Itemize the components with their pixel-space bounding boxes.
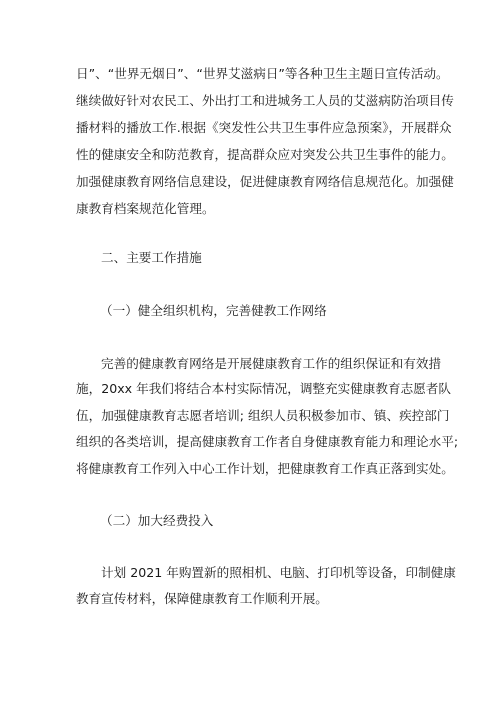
paragraph-line: 伍，加强健康教育志愿者培训; 组织人员积极参加市、镇、疾控部门: [76, 408, 450, 423]
paragraph-line: 施，20xx 年我们将结合本村实际情况，调整充实健康教育志愿者队: [76, 381, 451, 396]
paragraph-line: 将健康教育工作列入中心工作计划，把健康教育工作真正落到实处。: [76, 461, 454, 476]
paragraph-line: 播材料的播放工作.根据《突发性公共卫生事件应急预案》，开展群众: [76, 120, 452, 135]
subsection-heading: （二）加大经费投入: [100, 513, 214, 528]
paragraph-line: 加强健康教育网络信息建设，促进健康教育网络信息规范化。加强健: [76, 174, 454, 189]
paragraph-line: 继续做好针对农民工、外出打工和进城务工人员的艾滋病防治项目传: [76, 93, 454, 108]
paragraph-line: 日”、“世界无烟日”、“世界艾滋病日”等各种卫生主题日宣传活动。: [76, 66, 449, 81]
paragraph-line: 教育宣传材料，保障健康教育工作顺利开展。: [76, 591, 328, 606]
paragraph-line: 性的健康安全和防范教育，提高群众应对突发公共卫生事件的能力。: [76, 147, 454, 162]
paragraph-line: 组织的各类培训，提高健康教育工作者自身健康教育能力和理论水平;: [76, 434, 459, 449]
section-heading: 二、主要工作措施: [101, 250, 202, 265]
paragraph-line: 计划 2021 年购置新的照相机、电脑、打印机等设备，印制健康: [101, 565, 456, 580]
paragraph-line: 康教育档案规范化管理。: [76, 201, 215, 216]
subsection-heading: （一）健全组织机构，完善健教工作网络: [100, 303, 327, 318]
paragraph-line: 完善的健康教育网络是开展健康教育工作的组织保证和有效措: [101, 356, 442, 371]
